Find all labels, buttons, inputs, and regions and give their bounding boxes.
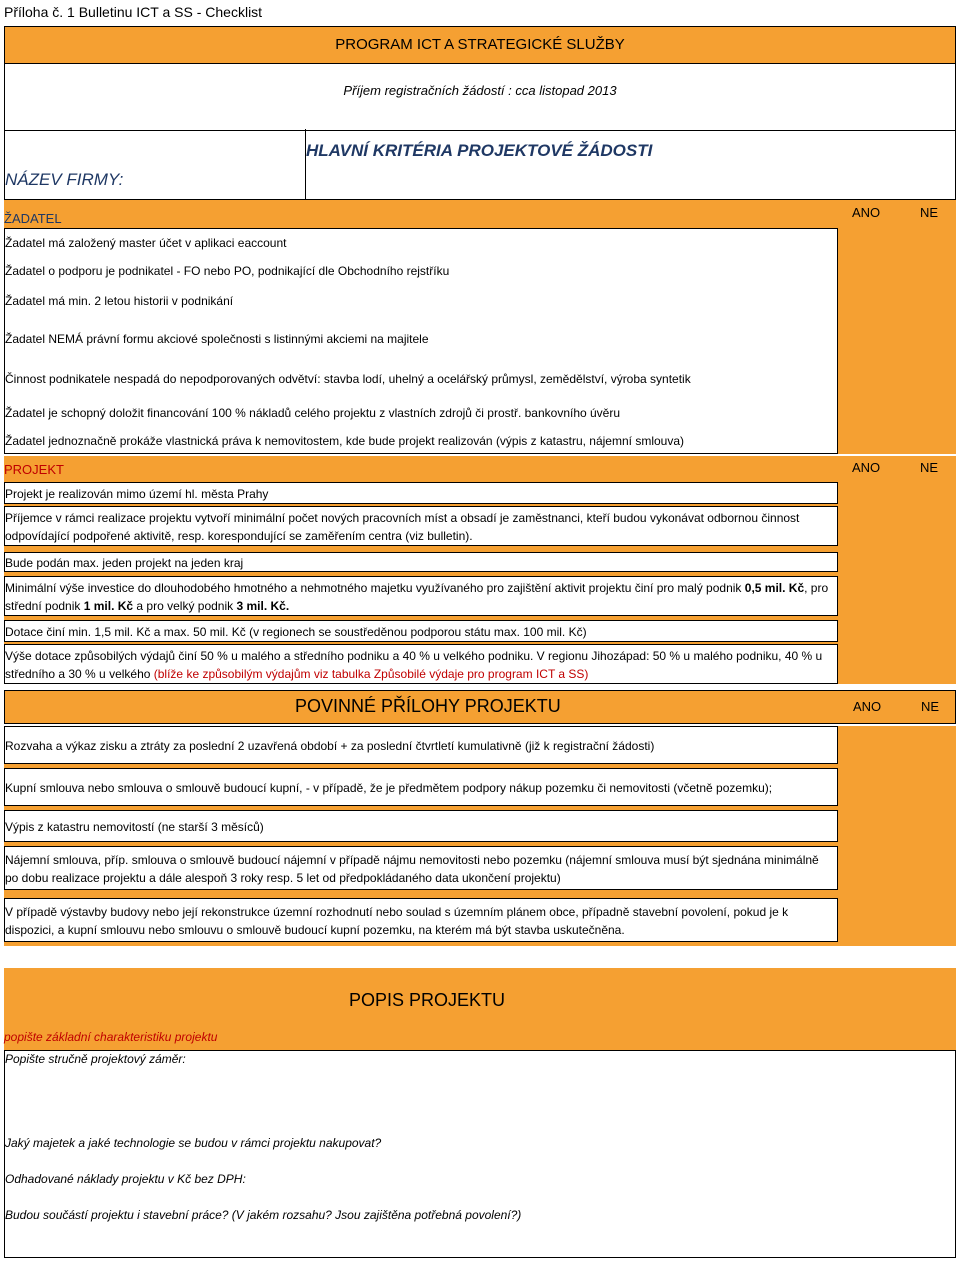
col-no-label: NE	[920, 460, 939, 475]
priloha-row	[4, 768, 838, 806]
zadatel-item: Žadatel NEMÁ právní formu akciové společnosti s listinnými akciemi na majitele	[5, 332, 429, 346]
zadatel-item: Činnost podnikatele nespadá do nepodporovaných odvětví: stavba lodí, uhelný a ocelářský průmysl, zemědělství, výroba syntetik	[5, 372, 691, 386]
popis-question: Jaký majetek a jaké technologie se budou v rámci projektu nakupovat?	[5, 1136, 382, 1150]
company-input[interactable]	[305, 129, 956, 200]
priloha-item: V případě výstavby budovy nebo její rekonstrukce územní rozhodnutí nebo soulad s územním plánem obce, případně stavební povolení, pokud je k dispozici, a kupní smlouvu nebo smlouvu o smlouvě budoucí kupní pozemku, na kterém má být stavba uskutečněna.	[5, 905, 789, 937]
projekt-row	[4, 552, 838, 572]
popis-question: Odhadované náklady projektu v Kč bez DPH:	[5, 1172, 246, 1186]
zadatel-item: Žadatel má založený master účet v aplikaci eaccount	[5, 236, 287, 250]
zadatel-heading: ŽADATEL	[4, 211, 62, 226]
zadatel-item: Žadatel má min. 2 letou historii v podnikání	[5, 294, 234, 308]
projekt-item: Minimální výše investice do dlouhodobého hmotného a nehmotného majetku využívaného pro zajištění aktivit projektu činí pro malý podnik 0,5 mil. Kč, pro střední podnik 1 mil. Kč a pro velký podnik 3 mil. Kč.	[5, 581, 829, 613]
projekt-item: Bude podán max. jeden projekt na jeden kraj	[5, 556, 244, 570]
col-yes-label: ANO	[853, 699, 882, 714]
priloha-item: Kupní smlouva nebo smlouva o smlouvě budoucí kupní, - v případě, že je předmětem podpory nákup pozemku či nemovitosti (včetně pozemku);	[5, 781, 773, 795]
priloha-row	[4, 810, 838, 842]
main-heading: HLAVNÍ KRITÉRIA PROJEKTOVÉ ŽÁDOSTI	[306, 141, 653, 160]
program-title: PROGRAM ICT A STRATEGICKÉ SLUŽBY	[335, 36, 625, 53]
popis-heading: POPIS PROJEKTU	[349, 990, 506, 1010]
projekt-row	[4, 576, 838, 616]
projekt-row	[4, 506, 838, 546]
zadatel-item: Žadatel o podporu je podnikatel - FO nebo PO, podnikající dle Obchodního rejstříku	[5, 264, 450, 278]
popis-question: Popište stručně projektový záměr:	[5, 1052, 186, 1066]
projekt-item: Projekt je realizován mimo území hl. města Prahy	[5, 487, 269, 501]
prilohy-heading: POVINNÉ PŘÍLOHY PROJEKTU	[295, 696, 561, 716]
priloha-item: Rozvaha a výkaz zisku a ztráty za poslední 2 uzavřená období + za poslední čtvrtletí kumulativně (již k registrační žádosti)	[5, 739, 655, 753]
priloha-row	[4, 898, 838, 942]
popis-question: Budou součástí projektu i stavební práce? (V jakém rozsahu? Jsou zajištěna potřebná povolení?)	[5, 1208, 522, 1222]
zadatel-body	[4, 228, 956, 454]
subtitle: Příjem registračních žádostí : cca listopad 2013	[343, 83, 617, 98]
company-label: NÁZEV FIRMY:	[5, 170, 124, 189]
projekt-row	[4, 620, 838, 642]
subtitle-row	[4, 63, 956, 131]
zadatel-item: Žadatel je schopný doložit financování 100 % nákladů celého projektu z vlastních zdrojů či prostř. bankovního úvěru	[5, 406, 621, 420]
projekt-header	[4, 456, 956, 482]
prilohy-body	[4, 726, 956, 946]
col-no-label: NE	[921, 699, 940, 714]
priloha-item: Výpis z katastru nemovitostí (ne starší 3 měsíců)	[5, 820, 264, 834]
zadatel-list	[4, 228, 838, 454]
popis-header	[4, 968, 956, 1050]
company-row	[4, 130, 956, 200]
popis-hint: popište základní charakteristiku projektu	[4, 1030, 218, 1044]
priloha-row	[4, 846, 838, 890]
program-banner	[4, 26, 956, 64]
projekt-item: Dotace činí min. 1,5 mil. Kč a max. 50 mil. Kč (v regionech se soustředěnou podporou státu max. 100 mil. Kč)	[5, 625, 587, 639]
projekt-row	[4, 644, 838, 684]
projekt-heading: PROJEKT	[4, 462, 64, 477]
projekt-row	[4, 482, 838, 504]
priloha-row	[4, 726, 838, 764]
projekt-body	[4, 482, 956, 684]
page-header: Příloha č. 1 Bulletinu ICT a SS - Checklist	[4, 4, 263, 20]
zadatel-item: Žadatel jednoznačně prokáže vlastnická práva k nemovitostem, kde bude projekt realizován (výpis z katastru, nájemní smlouva)	[5, 434, 685, 448]
popis-form[interactable]	[4, 1050, 956, 1258]
priloha-item: Nájemní smlouva, příp. smlouva o smlouvě budoucí nájemní v případě nájmu nemovitosti nebo pozemku (nájemní smlouva musí být sjednána minimálně po dobu realizace projektu a dále alespoň 3 roky resp. 5 let od předpokládaného data ukončení projektu)	[5, 853, 819, 885]
projekt-item: Příjemce v rámci realizace projektu vytvoří minimální počet nových pracovních míst a obsadí je zaměstnanci, kteří budou vykonávat odbornou činnost odpovídající podpořené aktivitě, resp. korespondující se zaměřením centra (viz bulletin).	[5, 511, 800, 543]
col-no-label: NE	[920, 205, 939, 220]
zadatel-header	[4, 200, 956, 228]
prilohy-header	[4, 690, 956, 724]
col-yes-label: ANO	[852, 460, 881, 475]
col-yes-label: ANO	[852, 205, 881, 220]
projekt-item: Výše dotace způsobilých výdajů činí 50 % u malého a středního podniku a 40 % u velkého podniku. V regionu Jihozápad: 50 % u malého podniku, 40 % u středního a 30 % u velkého (blíže ke způsobilým výdajům viz tabulka Způsobilé výdaje pro program ICT a SS)	[5, 649, 823, 681]
